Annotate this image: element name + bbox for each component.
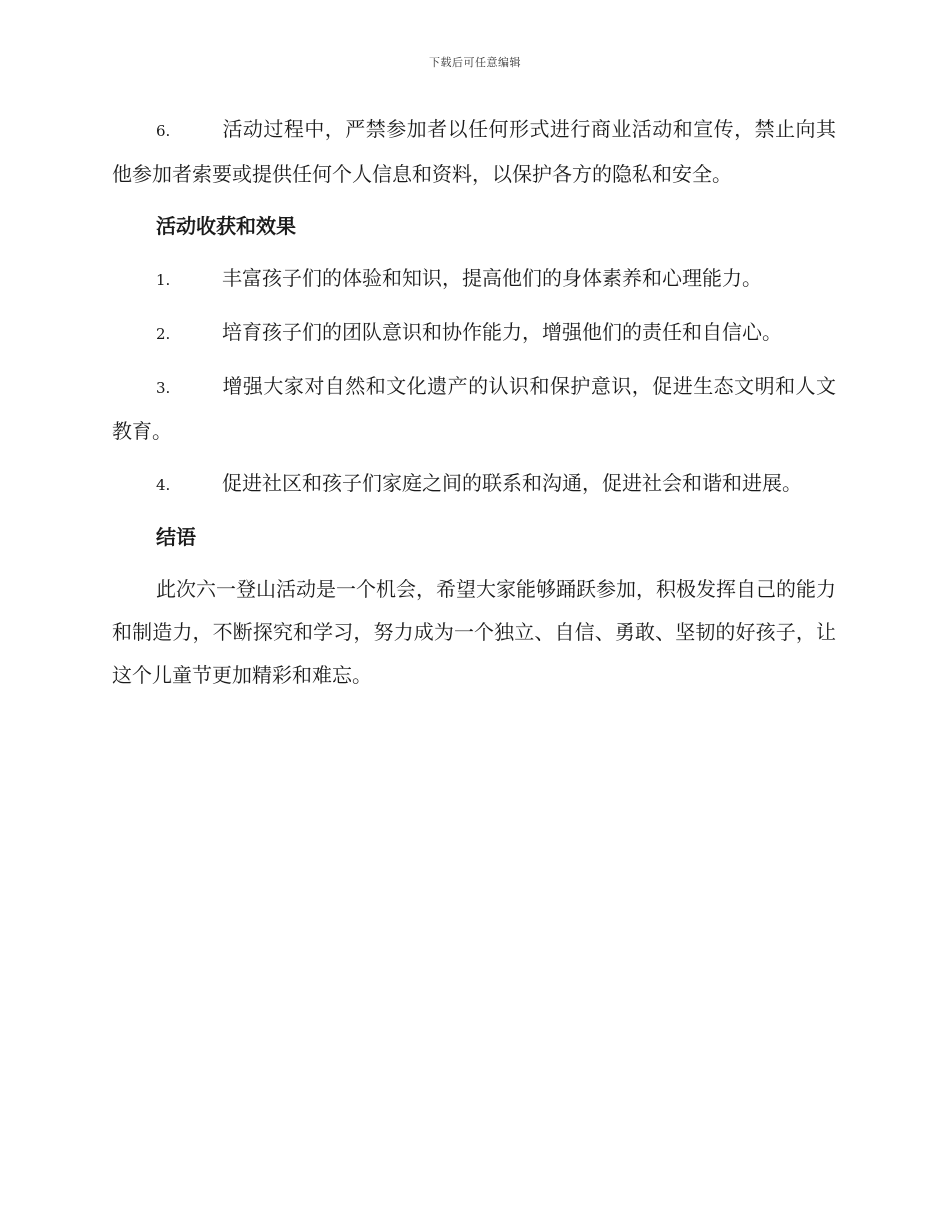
list-item-text: 增强大家对自然和文化遗产的认识和保护意识，促进生态文明和人文教育。 xyxy=(112,374,836,443)
section-heading-outcomes: 活动收获和效果 xyxy=(156,214,296,238)
section-heading-conclusion: 结语 xyxy=(156,525,196,549)
list-item-text: 活动过程中，严禁参加者以任何形式进行商业活动和宣传，禁止向其他参加者索要或提供任何个人信息和资料，以保护各方的隐私和安全。 xyxy=(112,117,836,186)
list-number: 2. xyxy=(156,325,171,343)
list-item-text: 促进社区和孩子们家庭之间的联系和沟通，促进社会和谐和进展。 xyxy=(222,471,802,495)
outcome-item-2 xyxy=(112,311,836,356)
list-item-text: 丰富孩子们的体验和知识，提高他们的身体素养和心理能力。 xyxy=(222,266,762,290)
outcome-item-1 xyxy=(112,257,836,302)
conclusion-paragraph: 此次六一登山活动是一个机会，希望大家能够踊跃参加，积极发挥自己的能力和制造力，不断探究和学习，努力成为一个独立、自信、勇敢、坚韧的好孩子，让这个儿童节更加精彩和难忘。 xyxy=(112,577,836,687)
list-number: 1. xyxy=(156,271,171,289)
list-number: 3. xyxy=(156,379,171,397)
outcome-item-3 xyxy=(112,365,836,453)
rule-item-6 xyxy=(112,108,836,196)
page-header: 下载后可任意编辑 xyxy=(429,56,521,69)
list-item-text: 培育孩子们的团队意识和协作能力，增强他们的责任和自信心。 xyxy=(222,320,782,344)
outcome-item-4 xyxy=(112,462,836,507)
document-body xyxy=(112,108,836,697)
list-number: 4. xyxy=(156,476,171,494)
list-number: 6. xyxy=(156,122,171,140)
